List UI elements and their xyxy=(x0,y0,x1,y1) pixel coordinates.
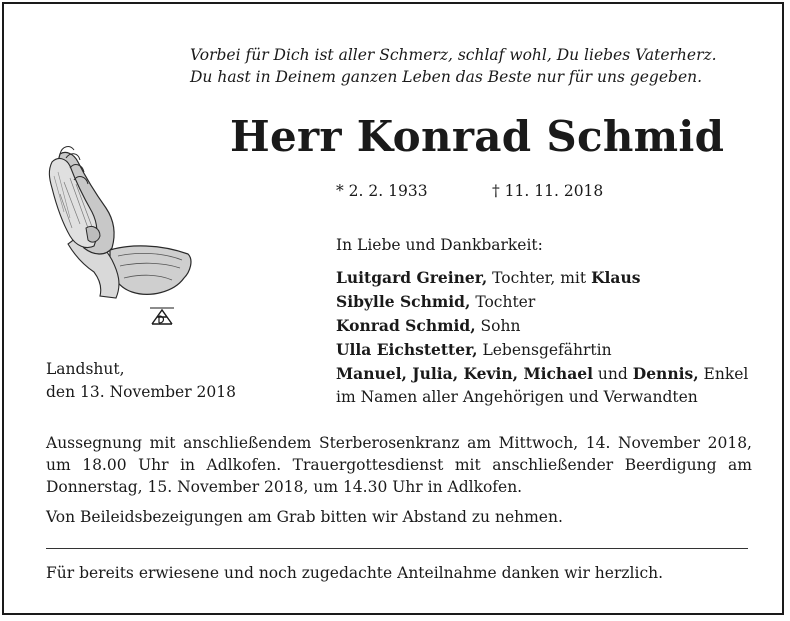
verse-line-2: Du hast in Deinem ganzen Leben das Beste nur für uns gegeben. xyxy=(190,68,703,86)
monogram-icon xyxy=(150,308,174,324)
birth-date: * 2. 2. 1933 xyxy=(336,182,428,200)
mourner-line: Luitgard Greiner, Tochter, mit Klaus xyxy=(336,268,641,287)
mourner-line: Sibylle Schmid, Tochter xyxy=(336,292,536,311)
ceremony-details xyxy=(46,432,752,528)
obituary-notice xyxy=(2,2,784,615)
death-date: † 11. 11. 2018 xyxy=(492,182,604,200)
verse-line-1: Vorbei für Dich ist aller Schmerz, schlaf wohl, Du liebes Vaterherz. xyxy=(190,46,717,64)
mourners-list xyxy=(336,266,748,409)
mourner-line: Ulla Eichstetter, Lebensgefährtin xyxy=(336,340,612,359)
deceased-name: Herr Konrad Schmid xyxy=(230,112,725,161)
praying-hands-icon xyxy=(40,132,200,332)
ceremony-text: Aussegnung mit anschließendem Sterberosenkranz am Mittwoch, 14. November 2018, um 18.00 Uhr in Adlkofen. Trauergottesdienst mit anschließender Beerdigung am Donnerstag, 15. November 2018, um 14.30 Uhr in Adlkofen. xyxy=(46,434,752,496)
mourner-line: Konrad Schmid, Sohn xyxy=(336,316,521,335)
place-city: Landshut, xyxy=(46,360,125,378)
mourner-line: Manuel, Julia, Kevin, Michael und Dennis, Enkel xyxy=(336,364,749,383)
mourners-closing: im Namen aller Angehörigen und Verwandten xyxy=(336,388,698,406)
condolence-note: Von Beileidsbezeigungen am Grab bitten wir Abstand zu nehmen. xyxy=(46,508,563,526)
mourners-intro: In Liebe und Dankbarkeit: xyxy=(336,236,543,254)
memorial-verse xyxy=(190,44,750,88)
thanks-note: Für bereits erwiesene und noch zugedachte Anteilnahme danken wir herzlich. xyxy=(46,564,664,582)
notice-date: den 13. November 2018 xyxy=(46,383,236,401)
place-and-date xyxy=(46,358,236,404)
divider xyxy=(46,548,748,549)
